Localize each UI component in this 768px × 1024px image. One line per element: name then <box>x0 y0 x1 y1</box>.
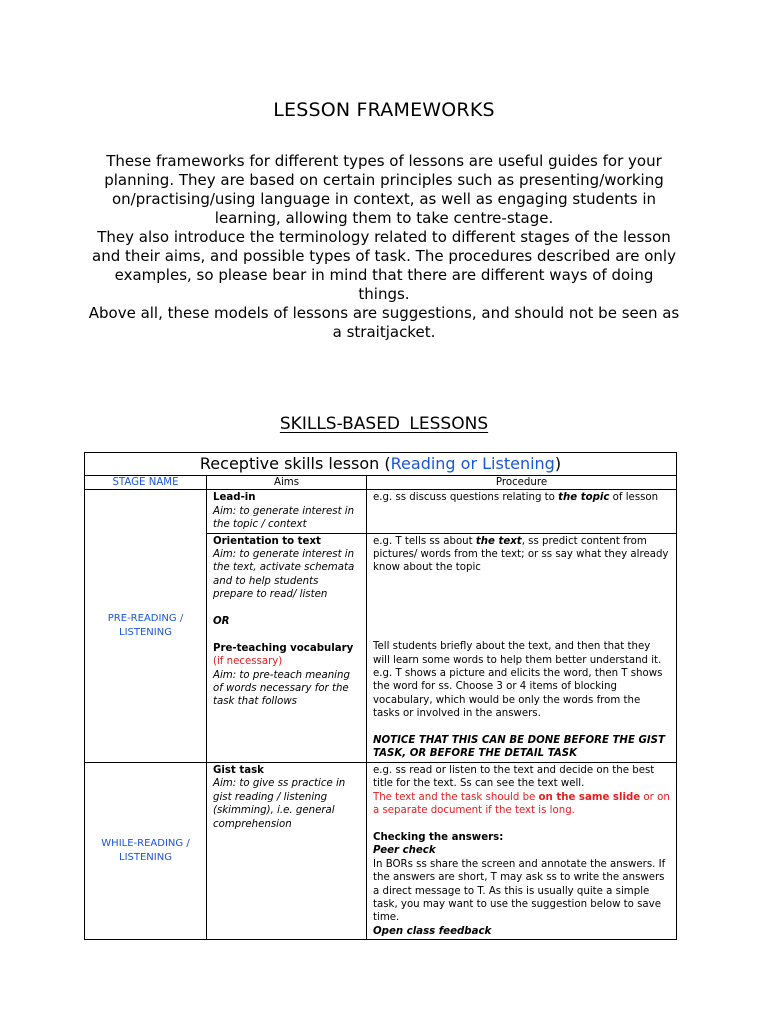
table-caption <box>85 453 677 476</box>
leadin-aim: Aim: to generate interest in the topic / context <box>213 505 355 531</box>
gist-red-b: on the same slide <box>538 791 641 803</box>
orientation-procedure-cell <box>367 533 677 762</box>
checking-answers-label: Checking the answers: <box>373 831 504 843</box>
preteach-proc-2: e.g. T shows a picture and elicits the word, then T shows the word for ss. Choose 3 or 4 items of blocking vocabulary, which would be only the words from the tasks or involved in the answers. <box>373 668 663 720</box>
peer-check-label: Peer check <box>373 845 436 857</box>
gist-procedure-cell <box>367 762 677 939</box>
orientation-aim: Aim: to generate interest in the text, activate schemata and to help students prepare to read/ listen <box>213 549 355 601</box>
gist-red-note <box>373 791 670 818</box>
leadin-proc-a: e.g. ss discuss questions relating to <box>373 492 559 504</box>
leadin-proc-em: the topic <box>558 492 610 504</box>
preteach-proc-1: Tell students briefly about the text, and then that they will learn some words to help them better understand it. <box>373 641 662 666</box>
orientation-name: Orientation to text <box>213 535 321 547</box>
stage-while-reading: WHILE-READING / LISTENING <box>85 762 207 939</box>
preteach-aim: Aim: to pre-teach meaning of words necessary for the task that follows <box>213 669 350 708</box>
peer-check-text: In BORs ss share the screen and annotate the answers. If the answers are short, T may ask ss to write the answers a direct message to T. As this is usually quite a simple task, you may want to use the suggestion below to save time. <box>373 858 666 924</box>
orientation-procedure <box>373 535 670 575</box>
page-title: LESSON FRAMEWORKS <box>273 99 495 121</box>
gist-red-c: or on a separate document if the text is long. <box>373 791 670 817</box>
orientation-aims-cell <box>207 533 367 762</box>
caption-prefix: Receptive skills lesson ( <box>199 454 391 473</box>
orientation-proc-a: e.g. T tells ss about <box>373 535 476 547</box>
leadin-procedure-cell <box>367 490 677 533</box>
gist-aims-cell <box>207 762 367 939</box>
preteach-name: Pre-teaching vocabulary <box>213 642 354 654</box>
preteach-notice: NOTICE THAT THIS CAN BE DONE BEFORE THE GIST TASK, OR BEFORE THE DETAIL TASK <box>373 735 665 760</box>
preteach-note: (if necessary) <box>213 656 283 668</box>
table-row <box>85 762 677 939</box>
header-aims: Aims <box>207 476 367 490</box>
header-stage-name: STAGE NAME <box>85 476 207 490</box>
intro-text <box>88 152 680 342</box>
caption-suffix: ) <box>554 454 562 473</box>
or-label: OR <box>213 616 230 628</box>
table-row <box>85 490 677 533</box>
gist-proc-1: e.g. ss read or listen to the text and decide on the best title for the text. Ss can see the text well. <box>373 764 655 790</box>
intro-paragraph-1: These frameworks for different types of lessons are useful guides for your planning. They are based on certain principles such as presenting/working on/practising/using language in context, as well as engaging students in learning, allowing them to take centre-stage. <box>104 152 664 227</box>
leadin-aims-cell <box>207 490 367 533</box>
leadin-proc-b: of lesson <box>609 492 659 504</box>
gist-red-a: The text and the task should be <box>373 791 539 803</box>
lesson-framework-table <box>84 452 677 940</box>
gist-name: Gist task <box>213 764 264 776</box>
open-class-feedback-label: Open class feedback <box>373 925 492 937</box>
orientation-proc-b: , ss predict content from pictures/ words from the text; or ss say what they already know about the topic <box>373 535 669 574</box>
caption-highlight: Reading or Listening <box>390 454 555 473</box>
intro-paragraph-2: They also introduce the terminology related to different stages of the lesson and their aims, and possible types of task. The procedures described are only examples, so please bear in mind that there are different ways of doing things. <box>92 228 676 303</box>
header-procedure: Procedure <box>367 476 677 490</box>
orientation-proc-em: the text <box>475 535 522 547</box>
gist-aim: Aim: to give ss practice in gist reading / listening (skimming), i.e. general comprehension <box>213 778 346 830</box>
leadin-name: Lead-in <box>213 492 256 504</box>
stage-pre-reading: PRE-READING / LISTENING <box>85 490 207 762</box>
intro-paragraph-3: Above all, these models of lessons are suggestions, and should not be seen as a straitjacket. <box>88 304 680 341</box>
section-title: SKILLS-BASED LESSONS <box>279 414 489 434</box>
